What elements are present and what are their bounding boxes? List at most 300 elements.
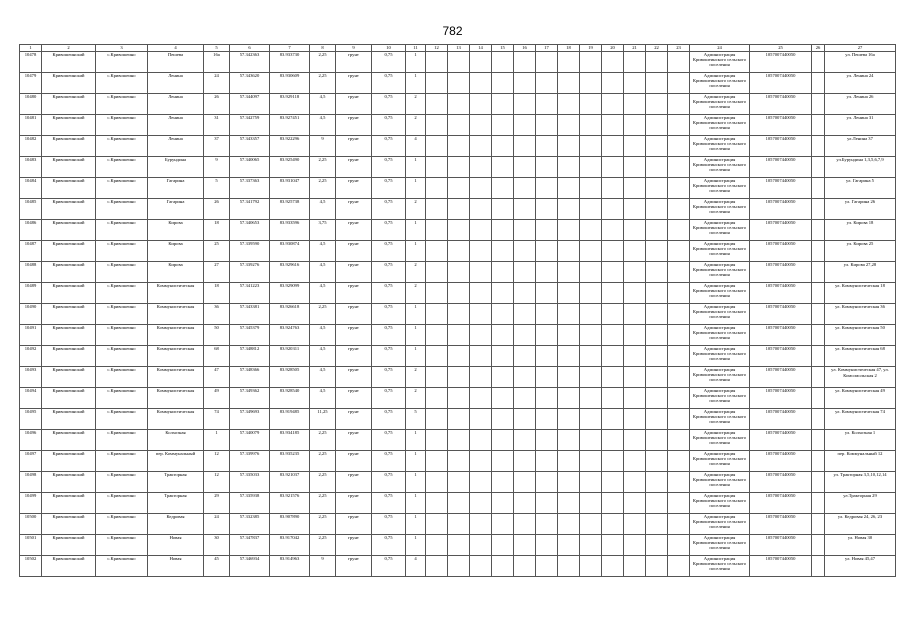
cell-empty — [602, 157, 624, 178]
cell-empty — [514, 535, 536, 556]
cell-count: 1 — [406, 472, 426, 493]
cell-street: Коммунистическая — [148, 367, 204, 388]
cell-empty — [514, 451, 536, 472]
cell-cover: грунт — [336, 346, 372, 367]
cell-id: 10498 — [20, 472, 42, 493]
cell-empty — [426, 556, 448, 577]
cell-cover: грунт — [336, 535, 372, 556]
cell-id: 10484 — [20, 178, 42, 199]
cell-empty — [492, 199, 514, 220]
cell-empty — [514, 556, 536, 577]
cell-empty — [536, 514, 558, 535]
cell-longitude: 83.921576 — [270, 493, 310, 514]
cell-width: 0,75 — [372, 220, 406, 241]
cell-empty — [536, 52, 558, 73]
cell-house-number: 37 — [204, 136, 230, 157]
cell-empty — [448, 409, 470, 430]
cell-address: ул. Кедровая 24, 26, 23 — [825, 514, 896, 535]
cell-empty — [448, 514, 470, 535]
cell-empty — [514, 283, 536, 304]
cell-settlement: с.Кривошеино — [96, 346, 148, 367]
table-row — [20, 283, 896, 304]
cell-empty — [668, 325, 690, 346]
cell-empty — [580, 535, 602, 556]
cell-count: 1 — [406, 157, 426, 178]
column-number: 24 — [690, 45, 750, 52]
cell-empty — [624, 283, 646, 304]
cell-street: Гагарина — [148, 178, 204, 199]
cell-empty — [580, 199, 602, 220]
table-row — [20, 493, 896, 514]
cell-empty — [646, 52, 668, 73]
cell-district: Кривошеинский — [42, 304, 96, 325]
cell-count: 1 — [406, 430, 426, 451]
cell-empty — [602, 409, 624, 430]
cell-length: 4,5 — [310, 325, 336, 346]
cell-count: 1 — [406, 178, 426, 199]
cell-empty — [646, 262, 668, 283]
cell-width: 0,75 — [372, 283, 406, 304]
cell-empty — [536, 325, 558, 346]
cell-width: 0,75 — [372, 325, 406, 346]
cell-settlement: с.Кривошеино — [96, 220, 148, 241]
cell-settlement: с.Кривошеино — [96, 157, 148, 178]
cell-administration: Администрация Кривошеинского сельского поселения — [690, 367, 750, 388]
cell-width: 0,75 — [372, 409, 406, 430]
cell-empty — [624, 451, 646, 472]
cell-count: 2 — [406, 283, 426, 304]
cell-administration: Администрация Кривошеинского сельского поселения — [690, 430, 750, 451]
cell-width: 0,75 — [372, 556, 406, 577]
cell-house-number: 27 — [204, 262, 230, 283]
cell-latitude: 57.337363 — [230, 178, 270, 199]
cell-width: 0,75 — [372, 535, 406, 556]
column-number: 11 — [406, 45, 426, 52]
cell-empty — [558, 157, 580, 178]
cell-empty — [514, 241, 536, 262]
cell-empty — [448, 472, 470, 493]
cell-street: Кирова — [148, 241, 204, 262]
cell-empty — [624, 472, 646, 493]
cell-district: Кривошеинский — [42, 409, 96, 430]
cell-house-number: 25 — [204, 241, 230, 262]
cell-empty — [624, 556, 646, 577]
cell-longitude: 83.927451 — [270, 115, 310, 136]
cell-latitude: 57.344097 — [230, 94, 270, 115]
cell-longitude: 83.929099 — [270, 283, 310, 304]
cell-empty — [558, 262, 580, 283]
cell-settlement: с.Кривошеино — [96, 283, 148, 304]
cell-address: пер. Коммунальный 12 — [825, 451, 896, 472]
cell-empty — [668, 430, 690, 451]
cell-street: Ленина — [148, 136, 204, 157]
cell-empty — [448, 178, 470, 199]
cell-empty — [514, 367, 536, 388]
cell-empty — [602, 262, 624, 283]
cell-empty — [514, 73, 536, 94]
cell-house-number: 16а — [204, 52, 230, 73]
cell-length: 2,25 — [310, 514, 336, 535]
column-number: 16 — [514, 45, 536, 52]
cell-empty — [602, 388, 624, 409]
cell-longitude: 83.930874 — [270, 241, 310, 262]
cell-empty — [812, 52, 825, 73]
cell-empty — [470, 325, 492, 346]
cell-id: 10481 — [20, 115, 42, 136]
cell-house-number: 24 — [204, 73, 230, 94]
cell-count: 2 — [406, 262, 426, 283]
cell-longitude: 83.922296 — [270, 136, 310, 157]
cell-empty — [492, 52, 514, 73]
table-row — [20, 367, 896, 388]
cell-empty — [448, 430, 470, 451]
column-number: 22 — [646, 45, 668, 52]
page-number: 782 — [442, 24, 463, 38]
cell-empty — [426, 346, 448, 367]
column-number: 13 — [448, 45, 470, 52]
table-row — [20, 472, 896, 493]
cell-empty — [812, 409, 825, 430]
cell-empty — [812, 115, 825, 136]
cell-administration: Администрация Кривошеинского сельского поселения — [690, 136, 750, 157]
cell-count: 2 — [406, 199, 426, 220]
cell-length: 4,5 — [310, 283, 336, 304]
cell-empty — [492, 304, 514, 325]
cell-house-number: 29 — [204, 493, 230, 514]
cell-empty — [812, 94, 825, 115]
cell-id: 10495 — [20, 409, 42, 430]
cell-empty — [558, 409, 580, 430]
table-row — [20, 178, 896, 199]
table-row — [20, 409, 896, 430]
cell-length: 2,25 — [310, 73, 336, 94]
cell-empty — [668, 115, 690, 136]
cell-cover: грунт — [336, 94, 372, 115]
cell-empty — [558, 115, 580, 136]
cell-id: 10480 — [20, 94, 42, 115]
cell-empty — [646, 451, 668, 472]
cell-empty — [646, 472, 668, 493]
cell-address: ул. Кирова 18 — [825, 220, 896, 241]
cell-empty — [426, 409, 448, 430]
cell-empty — [558, 514, 580, 535]
cell-latitude: 57.348366 — [230, 367, 270, 388]
cell-house-number: 49 — [204, 388, 230, 409]
cell-count: 1 — [406, 346, 426, 367]
cell-empty — [514, 115, 536, 136]
cell-empty — [646, 283, 668, 304]
cell-empty — [812, 451, 825, 472]
cell-empty — [470, 430, 492, 451]
cell-administration: Администрация Кривошеинского сельского поселения — [690, 52, 750, 73]
cell-empty — [470, 346, 492, 367]
header-row — [20, 45, 896, 52]
cell-cover: грунт — [336, 199, 372, 220]
column-number: 6 — [230, 45, 270, 52]
cell-district: Кривошеинский — [42, 115, 96, 136]
cell-empty — [668, 346, 690, 367]
cell-longitude: 83.917042 — [270, 535, 310, 556]
table-row — [20, 52, 896, 73]
cell-latitude: 57.343381 — [230, 304, 270, 325]
cell-empty — [646, 535, 668, 556]
table-row — [20, 556, 896, 577]
cell-empty — [602, 493, 624, 514]
cell-longitude: 83.931047 — [270, 178, 310, 199]
cell-empty — [668, 451, 690, 472]
cell-empty — [812, 283, 825, 304]
cell-empty — [668, 514, 690, 535]
cell-cover: грунт — [336, 430, 372, 451]
cell-latitude: 57.339276 — [230, 262, 270, 283]
cell-ogrn: 1057007440050 — [750, 409, 812, 430]
cell-empty — [492, 115, 514, 136]
column-number: 8 — [310, 45, 336, 52]
cell-empty — [558, 304, 580, 325]
cell-empty — [492, 346, 514, 367]
cell-length: 2,25 — [310, 157, 336, 178]
cell-length: 9 — [310, 556, 336, 577]
cell-longitude: 83.924763 — [270, 325, 310, 346]
cell-id: 10489 — [20, 283, 42, 304]
cell-empty — [426, 52, 448, 73]
cell-length: 4,5 — [310, 346, 336, 367]
cell-empty — [536, 241, 558, 262]
cell-empty — [812, 262, 825, 283]
cell-empty — [514, 514, 536, 535]
cell-count: 1 — [406, 535, 426, 556]
cell-empty — [536, 178, 558, 199]
cell-width: 0,75 — [372, 346, 406, 367]
cell-empty — [668, 535, 690, 556]
cell-administration: Администрация Кривошеинского сельского поселения — [690, 94, 750, 115]
cell-house-number: 26 — [204, 199, 230, 220]
cell-empty — [492, 556, 514, 577]
cell-empty — [602, 94, 624, 115]
cell-administration: Администрация Кривошеинского сельского поселения — [690, 535, 750, 556]
cell-empty — [514, 157, 536, 178]
cell-ogrn: 1057007440050 — [750, 73, 812, 94]
cell-empty — [470, 304, 492, 325]
cell-length: 2,25 — [310, 535, 336, 556]
cell-empty — [492, 493, 514, 514]
table-row — [20, 241, 896, 262]
cell-street: Коммунистическая — [148, 388, 204, 409]
cell-settlement: с.Кривошеино — [96, 556, 148, 577]
cell-street: Ленина — [148, 94, 204, 115]
cell-empty — [580, 430, 602, 451]
cell-administration: Администрация Кривошеинского сельского поселения — [690, 304, 750, 325]
cell-empty — [580, 451, 602, 472]
cell-empty — [812, 556, 825, 577]
cell-latitude: 57.339590 — [230, 241, 270, 262]
cell-empty — [580, 514, 602, 535]
cell-empty — [812, 220, 825, 241]
cell-ogrn: 1057007440050 — [750, 472, 812, 493]
cell-empty — [448, 241, 470, 262]
cell-empty — [492, 514, 514, 535]
cell-administration: Администрация Кривошеинского сельского поселения — [690, 493, 750, 514]
column-number: 15 — [492, 45, 514, 52]
cell-empty — [580, 115, 602, 136]
cell-latitude: 57.348812 — [230, 346, 270, 367]
cell-address: ул.Ленина 37 — [825, 136, 896, 157]
cell-longitude: 83.928505 — [270, 367, 310, 388]
cell-empty — [558, 367, 580, 388]
cell-address: ул. Коммунистическая 50 — [825, 325, 896, 346]
cell-id: 10487 — [20, 241, 42, 262]
cell-settlement: с.Кривошеино — [96, 304, 148, 325]
cell-longitude: 83.934185 — [270, 430, 310, 451]
cell-empty — [668, 472, 690, 493]
cell-length: 2,25 — [310, 304, 336, 325]
cell-width: 0,75 — [372, 430, 406, 451]
cell-district: Кривошеинский — [42, 325, 96, 346]
cell-empty — [558, 451, 580, 472]
cell-empty — [426, 262, 448, 283]
cell-empty — [492, 94, 514, 115]
cell-street: Бурундина — [148, 157, 204, 178]
cell-longitude: 83.925738 — [270, 199, 310, 220]
cell-empty — [448, 304, 470, 325]
cell-empty — [426, 115, 448, 136]
cell-empty — [536, 388, 558, 409]
cell-empty — [426, 199, 448, 220]
cell-empty — [536, 535, 558, 556]
cell-empty — [812, 73, 825, 94]
cell-administration: Администрация Кривошеинского сельского поселения — [690, 388, 750, 409]
cell-width: 0,75 — [372, 451, 406, 472]
cell-address: ул. Ленина 26 — [825, 94, 896, 115]
cell-empty — [470, 535, 492, 556]
cell-empty — [536, 430, 558, 451]
cell-empty — [470, 451, 492, 472]
cell-district: Кривошеинский — [42, 472, 96, 493]
cell-empty — [602, 199, 624, 220]
cell-empty — [668, 262, 690, 283]
cell-empty — [646, 346, 668, 367]
table-row — [20, 388, 896, 409]
cell-empty — [448, 535, 470, 556]
cell-ogrn: 1057007440050 — [750, 304, 812, 325]
cell-empty — [646, 430, 668, 451]
cell-cover: грунт — [336, 304, 372, 325]
cell-width: 0,75 — [372, 199, 406, 220]
cell-empty — [580, 283, 602, 304]
cell-empty — [624, 493, 646, 514]
cell-longitude: 83.920311 — [270, 346, 310, 367]
cell-empty — [812, 346, 825, 367]
cell-empty — [602, 73, 624, 94]
cell-width: 0,75 — [372, 136, 406, 157]
cell-empty — [580, 472, 602, 493]
cell-latitude: 57.345379 — [230, 325, 270, 346]
cell-empty — [624, 325, 646, 346]
cell-empty — [492, 388, 514, 409]
cell-district: Кривошеинский — [42, 73, 96, 94]
cell-longitude: 83.919485 — [270, 409, 310, 430]
cell-cover: грунт — [336, 115, 372, 136]
cell-empty — [448, 556, 470, 577]
cell-house-number: 9 — [204, 157, 230, 178]
cell-empty — [646, 367, 668, 388]
cell-cover: грунт — [336, 241, 372, 262]
cell-address: ул. Коммунистическая 68 — [825, 346, 896, 367]
cell-empty — [448, 73, 470, 94]
cell-house-number: 36 — [204, 304, 230, 325]
cell-latitude: 57.340079 — [230, 430, 270, 451]
cell-count: 4 — [406, 136, 426, 157]
cell-empty — [536, 115, 558, 136]
cell-empty — [470, 199, 492, 220]
cell-empty — [646, 178, 668, 199]
cell-width: 0,75 — [372, 388, 406, 409]
cell-street: Коммунистическая — [148, 325, 204, 346]
table-row — [20, 157, 896, 178]
cell-empty — [812, 472, 825, 493]
cell-district: Кривошеинский — [42, 199, 96, 220]
column-number: 10 — [372, 45, 406, 52]
cell-id: 10482 — [20, 136, 42, 157]
cell-ogrn: 1057007440050 — [750, 556, 812, 577]
cell-district: Кривошеинский — [42, 283, 96, 304]
cell-empty — [580, 388, 602, 409]
cell-house-number: 26 — [204, 94, 230, 115]
cell-empty — [624, 262, 646, 283]
cell-administration: Администрация Кривошеинского сельского поселения — [690, 199, 750, 220]
cell-empty — [492, 535, 514, 556]
cell-address: ул. Тракторная 3,5,10,12,14 — [825, 472, 896, 493]
cell-id: 10492 — [20, 346, 42, 367]
cell-ogrn: 1057007440050 — [750, 367, 812, 388]
cell-count: 1 — [406, 52, 426, 73]
cell-latitude: 57.343620 — [230, 73, 270, 94]
cell-ogrn: 1057007440050 — [750, 388, 812, 409]
cell-ogrn: 1057007440050 — [750, 325, 812, 346]
cell-latitude: 57.342759 — [230, 115, 270, 136]
cell-empty — [580, 325, 602, 346]
cell-id: 10488 — [20, 262, 42, 283]
cell-cover: грунт — [336, 472, 372, 493]
column-number: 3 — [96, 45, 148, 52]
cell-empty — [426, 430, 448, 451]
cell-administration: Администрация Кривошеинского сельского поселения — [690, 178, 750, 199]
cell-empty — [448, 94, 470, 115]
cell-cover: грунт — [336, 451, 372, 472]
cell-administration: Администрация Кривошеинского сельского поселения — [690, 241, 750, 262]
cell-district: Кривошеинский — [42, 514, 96, 535]
cell-cover: грунт — [336, 136, 372, 157]
cell-empty — [812, 157, 825, 178]
cell-latitude: 57.346934 — [230, 556, 270, 577]
cell-street: Коммунистическая — [148, 346, 204, 367]
cell-empty — [514, 52, 536, 73]
cell-empty — [536, 556, 558, 577]
cell-cover: грунт — [336, 493, 372, 514]
cell-ogrn: 1057007440050 — [750, 157, 812, 178]
cell-street: Пешева — [148, 52, 204, 73]
cell-count: 5 — [406, 409, 426, 430]
cell-cover: грунт — [336, 283, 372, 304]
cell-cover: грунт — [336, 220, 372, 241]
cell-id: 10501 — [20, 535, 42, 556]
cell-house-number: 68 — [204, 346, 230, 367]
cell-empty — [668, 304, 690, 325]
column-number: 4 — [148, 45, 204, 52]
cell-address: ул. Кирова 25 — [825, 241, 896, 262]
cell-cover: грунт — [336, 388, 372, 409]
cell-street: Новая — [148, 535, 204, 556]
